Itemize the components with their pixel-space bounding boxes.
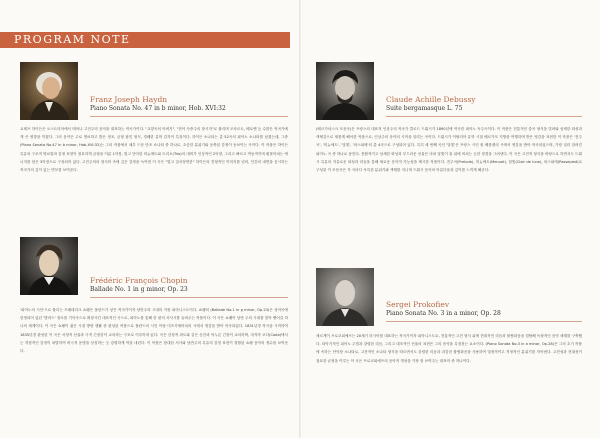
section-rule: [386, 321, 582, 322]
composer-name: Franz Joseph Haydn: [90, 95, 168, 104]
composer-name: Claude Achille Debussy: [386, 95, 476, 104]
section-body: (베르가마스크 모음곡)은 프랑스의 대표적 인상주의 작곡가 클로드 드뷔시가 1890년에 작곡한 피아노 독주곡이다. 이 작품은 전통적인 춤곡 형식을 빌려와 섬세한 화성과 색채감으로 새롭게 해석한 작품으로, 인상주의 음악의 시작을 알리는 곡이다. 드뷔시가 이탈리아 유학 시절 베르가모 지방을 여행하며 받은 영감을 표현한 이 작품은 '전주곡', '미뉴에트', '달빛', '파스피에'의 총 4곡으로 구성되어 있다. 특히 세 번째 곡인 '달빛'은 프랑스 시인 폴 베를렌의 시에서 영감을 받아 작곡되었으며, 가장 널리 알려진 피아노 곡 중 하나로 꼽힌다. 몽환적이고 섬세한 화성과 부드러운 선율은 마치 달빛이 물 위에 비치는 듯한 정경을 그려낸다. 이 곡은 고전적 형식을 바탕으로 하면서도 드뷔시 특유의 자유로운 화성과 리듬을 통해 새로운 음악적 가능성을 제시한 작품이다. 전주곡(Prelude), 미뉴에트(Menuet), 달빛(Clair de lune), 파스피에(Passepied)로 구성된 이 모음곡은 각 곡마다 독특한 분위기와 색채를 지니며 드뷔시 음악의 아름다움과 깊이를 느끼게 해준다.: [316, 127, 582, 173]
page-title: PROGRAM NOTE: [14, 33, 131, 46]
composer-name: Sergei Prokofiev: [386, 300, 450, 309]
debussy-portrait-icon: [316, 62, 374, 120]
piece-title: Suite bergamasque L. 75: [386, 105, 463, 112]
piece-title: Piano Sonata No. 3 in a minor, Op. 28: [386, 310, 501, 317]
chopin-portrait-icon: [20, 237, 78, 295]
piece-title: Ballade No. 1 in g minor, Op. 23: [90, 286, 188, 293]
piece-title: Piano Sonata No. 47 in b minor, Hob. XVI:32: [90, 105, 226, 112]
section-rule: [90, 297, 288, 298]
composer-name: Frédéric François Chopin: [90, 276, 188, 285]
haydn-portrait-icon: [20, 62, 78, 120]
page-gutter: [299, 0, 301, 438]
section-rule: [386, 116, 582, 117]
section-body: '피아노의 시인'으로 불리는 프레데리크 쇼팽은 폴란드가 낳은 작곡가이자 낭만주의 시대의 거장 피아니스트이다. 쇼팽의 (Ballade No.1 in g minor, Op.23)은 성악곡에 한정되어 있던 '발라드' 장르를 기악곡으로 확장시킨 대표적인 곡으로, 피아노를 통해 한 편의 서사시를 들려주는 작품이다. 이 곡은 쇼팽이 낭만 주의 시대를 맞아 뻗어갈 하나의 세계이다. 이 곡은 쇼팽이 젊은 시절 방랑 생활 중 완성된 작품으로 폴란드의 시인 아담 미츠키에비치의 시에서 영감을 받아 작곡되었다. 1831년경 작곡을 시작하여 1835년경 완성한 이 곡은 서정적 선율과 극적 긴장감이 교차하는 구조로 이루어져 있다. 곡은 감정적 파도와 같은 순간과 억누른 긴장이 교차하며, 마지막 코다(Coda)에서는 격정적인 감정이 폭발하여 비극적 운명을 상징하는 듯 강렬하게 막을 내린다. 이 작품은 장대한 서사와 낭만주의 특유의 감정 표현이 결합된 쇼팽 음악의 정수를 보여준다.: [20, 308, 288, 354]
section-rule: [90, 116, 288, 117]
prokofiev-portrait-icon: [316, 268, 374, 326]
section-body: 세르게이 프로코피예프는 20세기 러시아를 대표하는 작곡가이자 피아니스트로, 전통적인 고전 형식 위에 현대적인 리듬과 불협화음을 결합해 독창적인 음악 세계를 구축했다. 타악기적인 피아노 주법과 강렬한 리듬, 그리고 대조적인 선율의 표현은 그의 음악을 특징짓는 요소이다. (Piano Sonata No.3 in a minor, Op.28)은 그의 초기 작품에 속하는 단악장 소나타로, 고전적인 소나타 형식을 따르면서도 강렬한 리듬과 과감한 불협화음을 사용하여 열정적이고 격정적인 분위기를 자아낸다. 고전성과 현대성이 절묘한 균형을 이루는 이 곡은 프로코피예프의 음악적 개성을 가장 잘 보여주는 대표작 중 하나이다.: [316, 334, 582, 363]
section-body: 요제프 하이든은 오스트리아에서 태어나 고전주의 음악을 대표하는 작곡가이다. "교향곡의 아버지", "현악 사중주의 창시자"로 불리며 모차르트, 베토벤 등 수많은 작곡가에게 큰 영향을 끼쳤다. 그의 음악은 주로 명료하고 밝은 정조, 균형 잡힌 형식, 경쾌한 유머 감각이 특징이다. 하이든 소나타는 총 52곡의 피아노 소나타를 남겼는데, 그중 (Piano Sonata No.47 in b minor, Hob.XVI:32)는 그의 작품에서 매우 드문 단조 소나타 중 하나로, 초증한 분위기와 응축된 감정이 돋보이는 곡이다. 이 작품은 하이든 특유의 구조적 명료함과 감정 표현이 절묘하게 균형을 이룬 1악장, 빛고 단아한 미뉴에트와 트리오(Trio)의 대비가 인상적인 2악장, 그리고 빠르고 역동적이며 휘몰아치는 에너지를 담은 3악장으로 구성되어 있다. 고전주의의 형식미 속에 깊은 감정을 녹여낸 이 곡은 "빛고 질서정연한" 하이든의 전형적인 이미지를 넘어, 인간의 내면을 응시하는 작곡가의 깊이 있는 면모를 보여준다.: [20, 127, 288, 173]
